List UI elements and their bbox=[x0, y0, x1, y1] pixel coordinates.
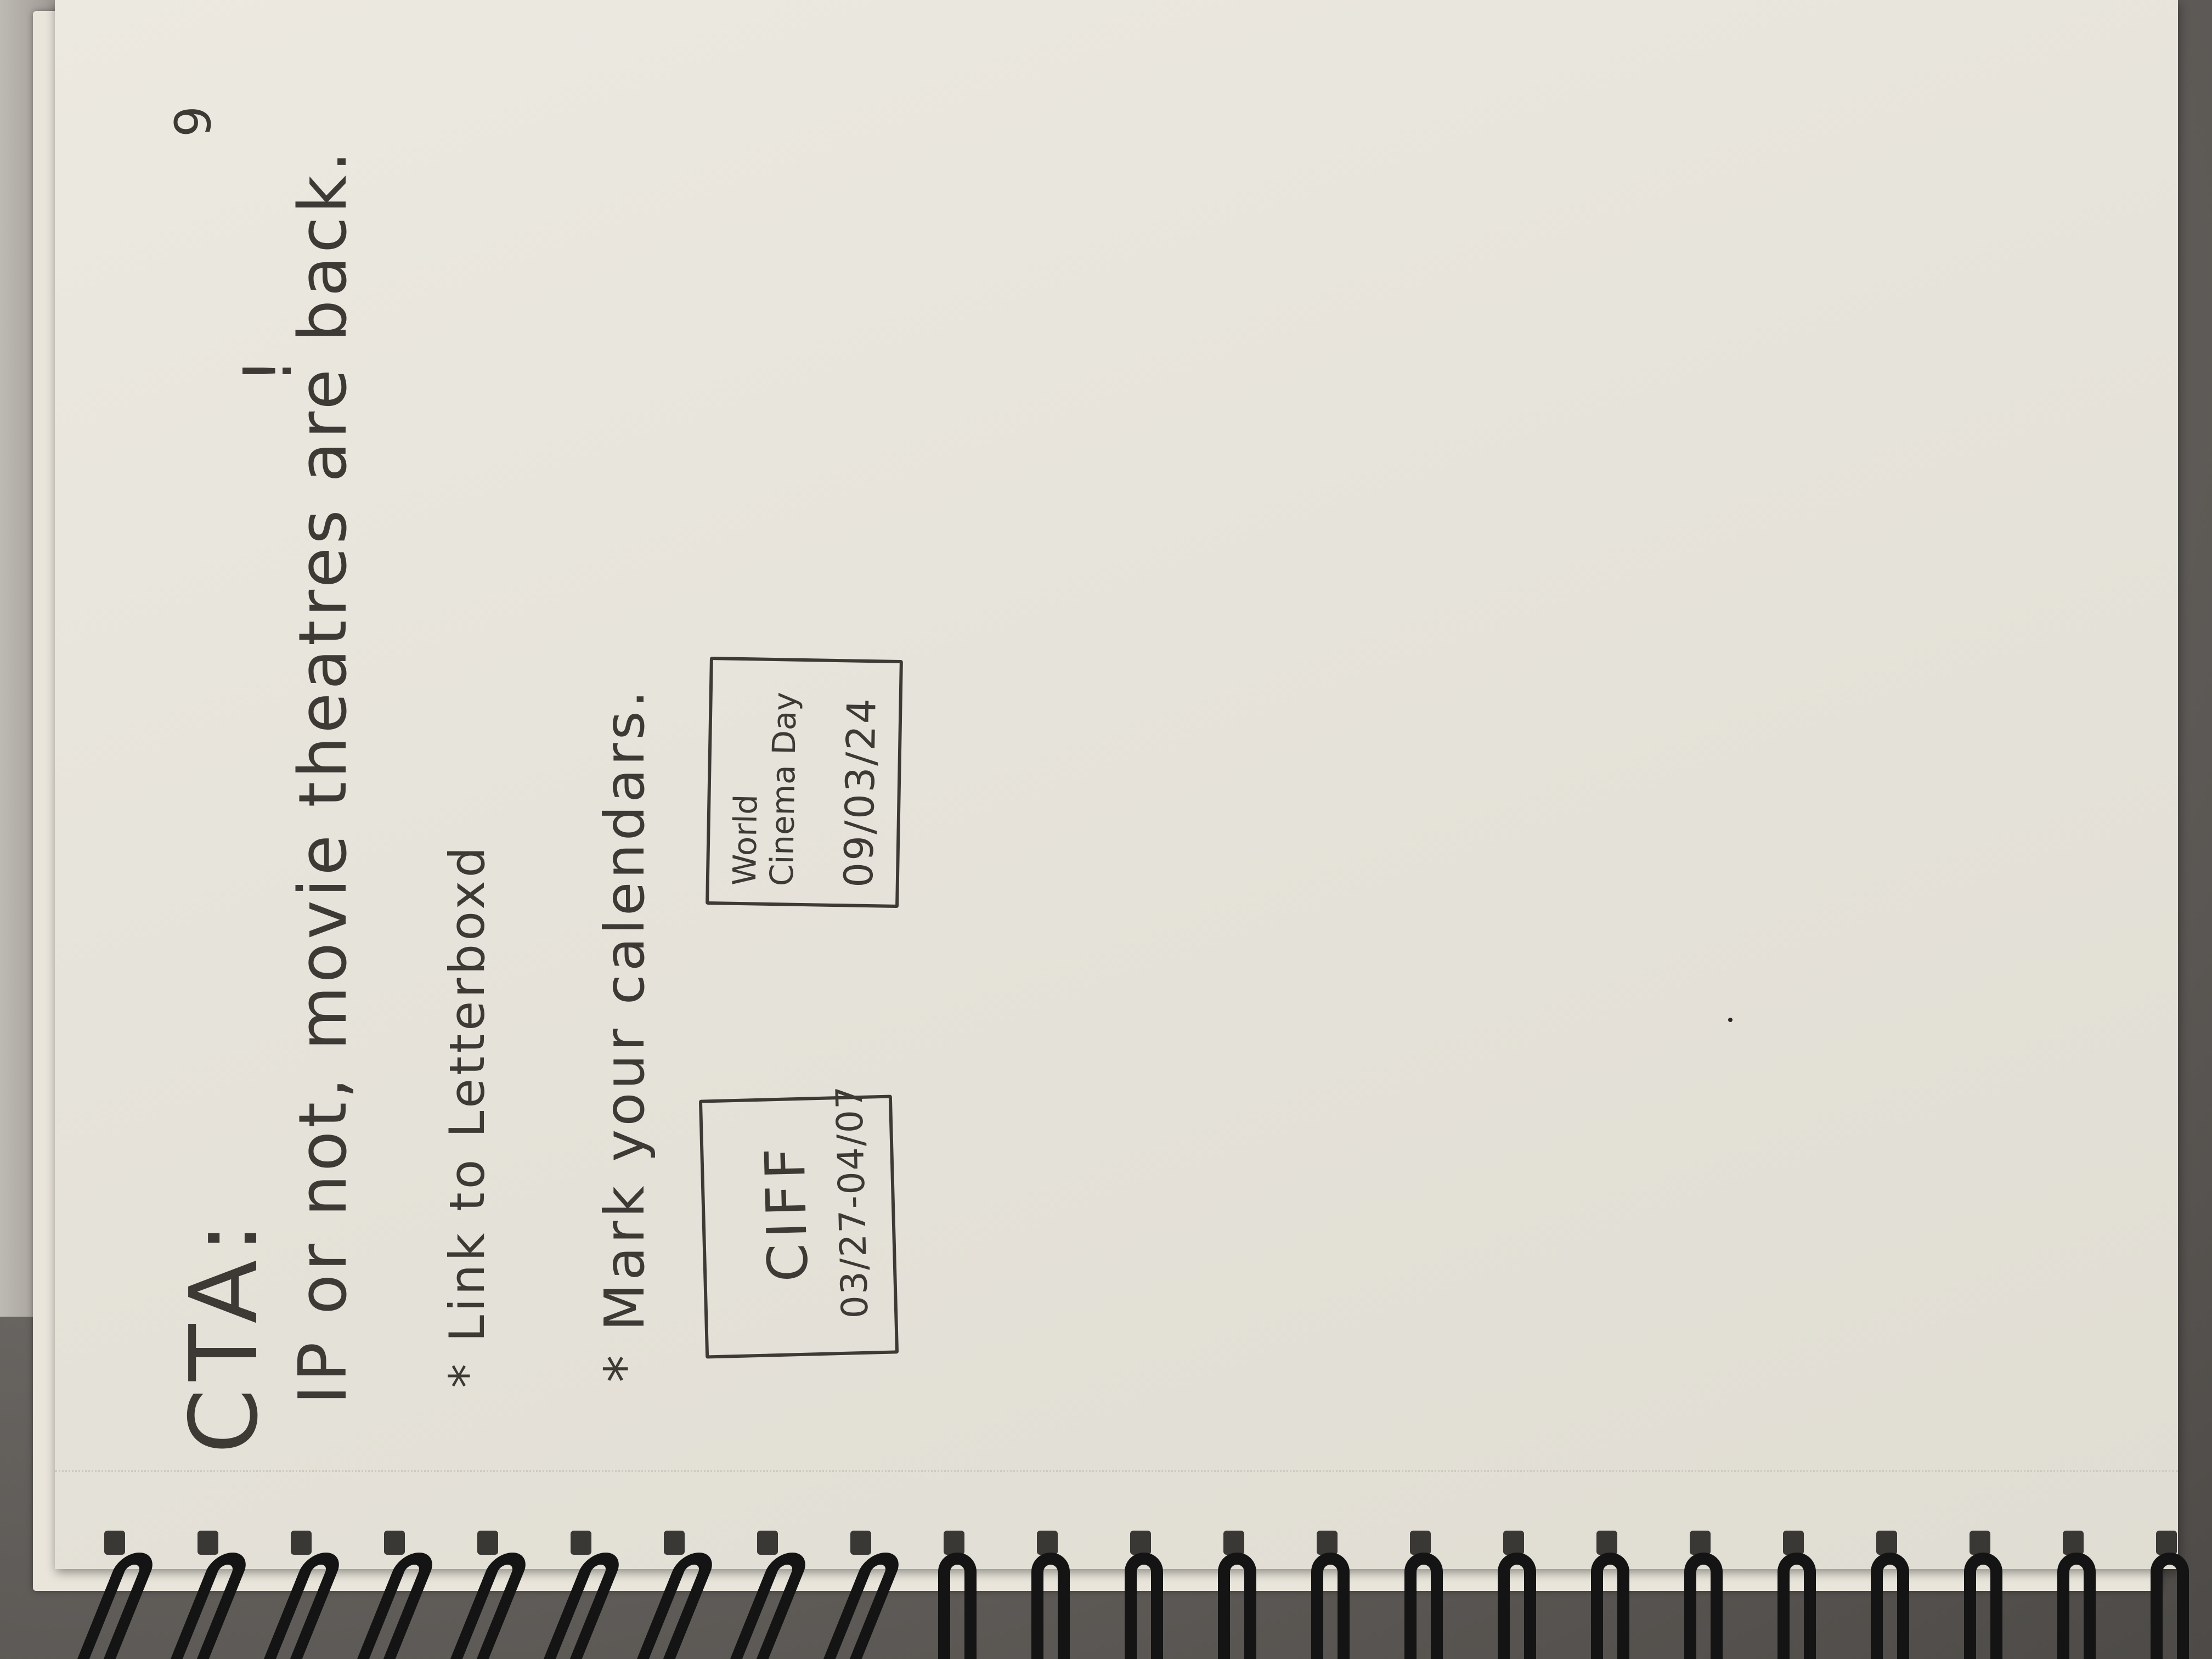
spiral-coil bbox=[2151, 1553, 2189, 1659]
binding-hole bbox=[1970, 1531, 1990, 1555]
spiral-coil bbox=[1964, 1553, 2002, 1659]
binding-hole bbox=[1783, 1531, 1804, 1555]
binding-hole bbox=[477, 1531, 498, 1555]
spiral-coil bbox=[1871, 1553, 1909, 1659]
binding-hole bbox=[1130, 1531, 1151, 1555]
binding-hole bbox=[1410, 1531, 1431, 1555]
binding-hole bbox=[944, 1531, 964, 1555]
binding-hole bbox=[571, 1531, 591, 1555]
event-dates: 03/27-04/07 bbox=[828, 1084, 877, 1319]
binding-hole bbox=[1690, 1531, 1711, 1555]
spiral-coil bbox=[1684, 1553, 1723, 1659]
binding-hole bbox=[850, 1531, 871, 1555]
spiral-coil bbox=[1778, 1553, 1816, 1659]
binding-hole bbox=[757, 1531, 778, 1555]
binding-hole bbox=[664, 1531, 685, 1555]
spiral-coil bbox=[1498, 1553, 1536, 1659]
event-dates: 09/03/24 bbox=[835, 696, 885, 888]
notebook-page bbox=[55, 0, 2178, 1569]
spiral-coil bbox=[1125, 1553, 1163, 1659]
binding-hole bbox=[291, 1531, 312, 1555]
exclamation-mark: ! bbox=[230, 354, 307, 384]
binding-hole bbox=[1037, 1531, 1058, 1555]
spiral-coil bbox=[1031, 1553, 1070, 1659]
spiral-coil bbox=[938, 1553, 977, 1659]
binding-hole bbox=[198, 1531, 218, 1555]
pencil-speck bbox=[1728, 1018, 1733, 1022]
page-heading: CTA: bbox=[170, 1215, 279, 1454]
spiral-coil bbox=[1591, 1553, 1629, 1659]
note-line-3: * Mark your calendars. bbox=[592, 687, 657, 1383]
spiral-coil bbox=[1218, 1553, 1256, 1659]
spiral-coil bbox=[1404, 1553, 1443, 1659]
event-box-world-cinema-day bbox=[706, 657, 903, 908]
binding-hole bbox=[1876, 1531, 1897, 1555]
note-line-1: IP or not, movie theatres are back. bbox=[285, 148, 362, 1404]
perforation-line bbox=[55, 1470, 2178, 1472]
binding-hole bbox=[2063, 1531, 2084, 1555]
note-line-2: * Link to Letterboxd bbox=[439, 843, 495, 1388]
page-number: 9 bbox=[165, 102, 222, 137]
binding-hole bbox=[1317, 1531, 1338, 1555]
binding-hole bbox=[1223, 1531, 1244, 1555]
event-box-ciff bbox=[699, 1084, 899, 1358]
spiral-coil bbox=[2057, 1553, 2096, 1659]
binding-hole bbox=[1596, 1531, 1617, 1555]
binding-hole bbox=[104, 1531, 125, 1555]
binding-hole bbox=[2156, 1531, 2177, 1555]
event-name: World Cinema Day bbox=[725, 691, 804, 887]
binding-hole bbox=[1503, 1531, 1524, 1555]
spiral-coil bbox=[1311, 1553, 1350, 1659]
binding-hole bbox=[384, 1531, 405, 1555]
event-name: CIFF bbox=[752, 1141, 821, 1283]
